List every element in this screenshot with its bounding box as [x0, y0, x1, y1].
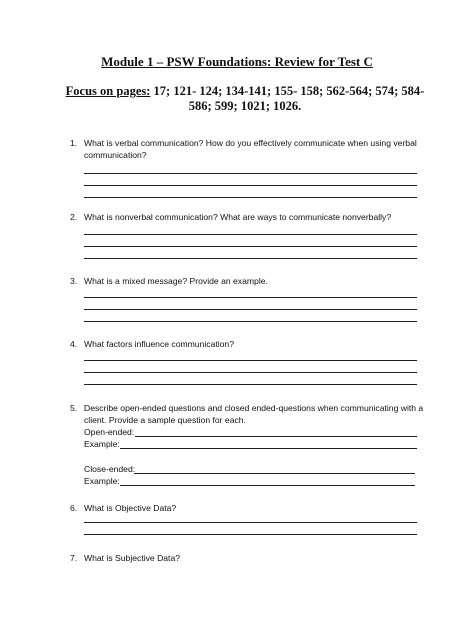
answer-line[interactable]: [84, 258, 417, 259]
open-example-label: Example:: [84, 439, 120, 449]
question-number: 3.: [70, 276, 78, 286]
answer-line[interactable]: [84, 360, 417, 361]
closed-example-field[interactable]: [84, 476, 415, 487]
answer-line[interactable]: [84, 384, 417, 385]
answer-line[interactable]: [84, 185, 417, 186]
answer-line[interactable]: [84, 309, 417, 310]
answer-line[interactable]: [84, 321, 417, 322]
question-text: What is Subjective Data?: [84, 553, 181, 563]
question-text: What is nonverbal communication? What are ways to communicate nonverbally?: [84, 212, 392, 222]
answer-line[interactable]: [84, 372, 417, 373]
answer-line[interactable]: [84, 297, 417, 298]
question-text: What is verbal communication? How do you effectively communicate when using verbal communication?: [84, 138, 417, 160]
focus-page-list: 17; 121- 124; 134-141; 155- 158; 562-564; 574; 584-586; 599; 1021; 1026.: [150, 84, 425, 113]
title-text: Module 1 – PSW Foundations: Review for Test C: [101, 54, 373, 69]
question-text: What is a mixed message? Provide an example.: [84, 276, 268, 286]
question-number: 6.: [70, 503, 78, 513]
open-ended-label: Open-ended:: [84, 427, 135, 437]
answer-line[interactable]: [84, 197, 417, 198]
answer-line[interactable]: [84, 234, 417, 235]
focus-pages: [60, 84, 430, 114]
closed-ended-line[interactable]: [134, 473, 415, 474]
closed-ended-label: Close-ended:: [84, 464, 136, 474]
question-number: 1.: [70, 138, 78, 148]
question-text: What factors influence communication?: [84, 339, 234, 349]
closed-example-line[interactable]: [120, 485, 415, 486]
question-text: What is Objective Data?: [84, 503, 177, 513]
open-ended-field[interactable]: [84, 427, 417, 438]
answer-line[interactable]: [84, 534, 417, 535]
focus-label: Focus on pages:: [65, 84, 151, 98]
question-text: Describe open-ended questions and closed ended-questions when communicating with a client. Provide a sample question for each.: [84, 403, 424, 425]
closed-ended-field[interactable]: [84, 464, 415, 475]
answer-line[interactable]: [84, 246, 417, 247]
answer-line[interactable]: [84, 522, 417, 523]
question-number: 2.: [70, 212, 78, 222]
open-example-field[interactable]: [84, 439, 417, 450]
open-example-line[interactable]: [120, 448, 417, 449]
page-title: [0, 54, 474, 70]
question-number: 5.: [70, 403, 78, 413]
closed-example-label: Example:: [84, 476, 120, 486]
answer-line[interactable]: [84, 173, 417, 174]
open-ended-line[interactable]: [135, 436, 417, 437]
question-number: 4.: [70, 339, 78, 349]
question-number: 7.: [70, 553, 78, 563]
